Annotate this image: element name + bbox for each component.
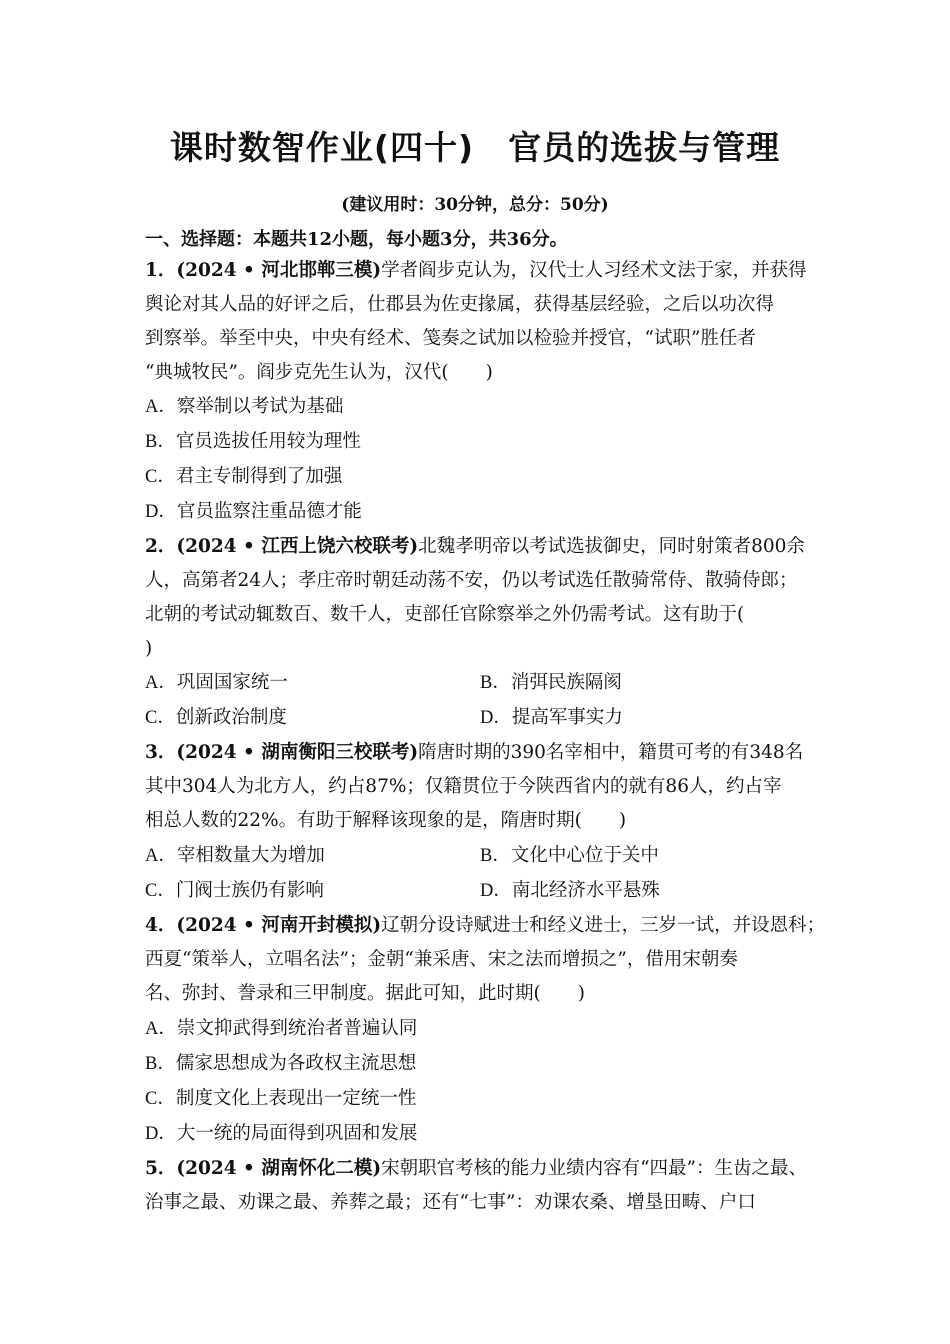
- question-source: (2024 • 湖南衡阳三校联考): [176, 742, 419, 763]
- question-1-option-a[interactable]: A．察举制以考试为基础: [145, 396, 344, 417]
- question-2-option-d[interactable]: D．提高军事实力: [480, 707, 623, 728]
- question-1-option-b[interactable]: B．官员选拔任用较为理性: [145, 431, 361, 452]
- question-2-line-3: 北朝的考试动辄数百、数千人，吏部任官除察举之外仍需考试。这有助于(: [145, 604, 745, 625]
- question-1-line-4: “典城牧民”。阎步克先生认为，汉代( ): [145, 362, 493, 383]
- question-5-line-1: 5．(2024 • 湖南怀化二模)宋朝职官考核的能力业绩内容有“四最”：生齿之最、: [145, 1158, 807, 1179]
- page-title: [0, 122, 950, 169]
- question-1-line-3: 到察举。举至中央，中央有经术、笺奏之试加以检验并授官，“试职”胜任者: [145, 328, 756, 349]
- question-source: (2024 • 河北邯郸三模): [176, 260, 382, 281]
- question-number: 5．: [145, 1158, 177, 1179]
- question-4-line-3: 名、弥封、誊录和三甲制度。据此可知，此时期( ): [145, 983, 585, 1004]
- question-2-line-4: ): [145, 638, 153, 659]
- question-4-option-c[interactable]: C．制度文化上表现出一定统一性: [145, 1088, 417, 1109]
- question-number: 3．: [145, 742, 177, 763]
- title-sub: 官员的选拔与管理: [508, 128, 781, 167]
- question-2-line-2: 人，高第者24人；孝庄帝时朝廷动荡不安，仍以考试选任散骑常侍、散骑侍郎；: [145, 570, 798, 591]
- question-4-option-a[interactable]: A．崇文抑武得到统治者普遍认同: [145, 1018, 418, 1039]
- question-1-option-c[interactable]: C．君主专制得到了加强: [145, 466, 343, 487]
- question-5-line-2: 治事之最、劝课之最、养葬之最；还有“七事”：劝课农桑、增垦田畴、户口: [145, 1192, 756, 1213]
- question-3-line-3: 相总人数的22%。有助于解释该现象的是，隋唐时期( ): [145, 810, 627, 831]
- question-4-option-d[interactable]: D．大一统的局面得到巩固和发展: [145, 1123, 418, 1144]
- question-3-option-a[interactable]: A．宰相数量大为增加: [145, 845, 325, 866]
- question-3-option-c[interactable]: C．门阀士族仍有影响: [145, 880, 324, 901]
- section-heading: 一、选择题：本题共12小题，每小题3分，共36分。: [145, 229, 568, 250]
- question-1-line-1: 1．(2024 • 河北邯郸三模)学者阎步克认为，汉代士人习经术文法于家，并获得: [145, 260, 807, 281]
- question-1-option-d[interactable]: D．官员监察注重品德才能: [145, 501, 362, 522]
- question-number: 1．: [145, 260, 177, 281]
- question-2-option-a[interactable]: A．巩固国家统一: [145, 672, 288, 693]
- time-score-note: (建议用时：30分钟，总分：50分): [341, 195, 609, 215]
- question-1-line-2: 舆论对其人品的好评之后，仕郡县为佐吏掾属，获得基层经验，之后以功次得: [145, 294, 775, 315]
- question-source: (2024 • 湖南怀化二模): [176, 1158, 382, 1179]
- question-3-line-1: 3．(2024 • 湖南衡阳三校联考)隋唐时期的390名宰相中，籍贯可考的有348名: [145, 742, 804, 763]
- question-4-line-1: 4．(2024 • 河南开封模拟)辽朝分设诗赋进士和经义进士，三岁一试，并设恩科；: [145, 915, 826, 936]
- question-source: (2024 • 江西上饶六校联考): [176, 536, 419, 557]
- question-3-option-d[interactable]: D．南北经济水平悬殊: [480, 880, 660, 901]
- title-main: 课时数智作业(四十): [169, 128, 475, 167]
- question-4-line-2: 西夏“策举人，立唱名法”；金朝“兼采唐、宋之法而增损之”，借用宋朝奏: [145, 949, 738, 970]
- question-4-option-b[interactable]: B．儒家思想成为各政权主流思想: [145, 1053, 417, 1074]
- question-number: 4．: [145, 915, 177, 936]
- question-2-option-c[interactable]: C．创新政治制度: [145, 707, 287, 728]
- question-source: (2024 • 河南开封模拟): [176, 915, 382, 936]
- question-number: 2．: [145, 536, 177, 557]
- question-2-option-b[interactable]: B．消弭民族隔阂: [480, 672, 622, 693]
- question-3-line-2: 其中304人为北方人，约占87%；仅籍贯位于今陕西省内的就有86人，约占宰: [145, 776, 782, 797]
- question-3-option-b[interactable]: B．文化中心位于关中: [480, 845, 659, 866]
- question-2-line-1: 2．(2024 • 江西上饶六校联考)北魏孝明帝以考试选拔御史，同时射策者800余: [145, 536, 805, 557]
